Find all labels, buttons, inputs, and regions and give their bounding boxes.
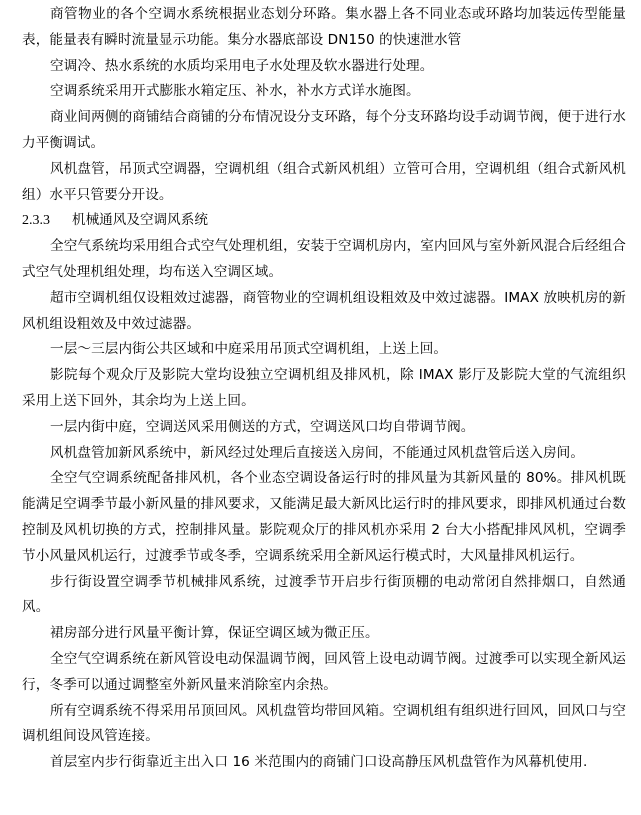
- paragraph-exhaust-fans: 全空气空调系统配备排风机，各个业态空调设备运行时的排风量为其新风量的 80%。排风机既能满足空调季节最小新风量的排风要求，又能满足最大新风比运行时的排风要求，即排风机通过台数控制及风机切换的方式，控制排风量。影院观众厅的排风机亦采用 2 台大小搭配排风风机，空调季节小风量风机运行，过渡季节或冬季，空调系统采用全新风运行模式时，大风量排风机运行。: [22, 470, 626, 564]
- paragraph-riser-pipes: 风机盘管，吊顶式空调器，空调机组（组合式新风机组）立管可合用，空调机组（组合式新风机组）水平只管要分开设。: [22, 160, 626, 203]
- paragraph-water-treatment: 空调冷、热水系统的水质均采用电子水处理及软水器进行处理。: [50, 57, 434, 74]
- paragraph-public-area: 一层～三层内街公共区域和中庭采用吊顶式空调机组，上送上回。: [50, 341, 448, 358]
- paragraph-pedestrian-street: 步行街设置空调季节机械排风系统，过渡季节开启步行街顶棚的电动常闭自然排烟口，自然通风。: [22, 573, 626, 616]
- paragraph-cinema: 影院每个观众厅及影院大堂均设独立空调机组及排风机，除 IMAX 影厅及影院大堂的气流组织采用上送下回外，其余均为上送上回。: [22, 367, 626, 409]
- paragraph-atrium: 一层内街中庭，空调送风采用侧送的方式，空调送风口均自带调节阀。: [50, 418, 475, 435]
- section-title: 机械通风及空调风系统: [72, 212, 208, 229]
- section-heading: [22, 208, 626, 234]
- paragraph-return-air: 所有空调系统不得采用吊顶回风。风机盘管均带回风箱。空调机组有组织进行回风，回风口与空调机组间设风管连接。: [22, 702, 626, 745]
- paragraph-expansion-tank: 空调系统采用开式膨胀水箱定压、补水，补水方式详水施图。: [50, 83, 420, 100]
- paragraph-podium-balance: 裙房部分进行风量平衡计算，保证空调区域为微正压。: [50, 625, 379, 642]
- paragraph-dampers: 全空气空调系统在新风管设电动保温调节阀，回风管上设电动调节阀。过渡季可以实现全新风运行，冬季可以通过调整室外新风量来消除室内余热。: [22, 650, 626, 693]
- paragraph-ahu: 全空气系统均采用组合式空气处理机组，安装于空调机房内，室内回风与室外新风混合后经组合式空气处理机组处理，均布送入空调区域。: [22, 238, 626, 280]
- paragraph-filters: 超市空调机组仅设粗效过滤器，商管物业的空调机组设粗效及中效过滤器。IMAX 放映机房的新风机组设粗效及中效过滤器。: [22, 289, 626, 332]
- paragraph-branch-loops: 商业间两侧的商铺结合商铺的分布情况设分支环路，每个分支环路均设手动调节阀，便于进行水力平衡调试。: [22, 109, 626, 151]
- document-body: [22, 2, 626, 776]
- paragraph-air-curtain: 首层室内步行街靠近主出入口 16 米范围内的商铺门口设高静压风机盘管作为风幕机使用.: [50, 754, 588, 771]
- section-number: 2.3.3: [22, 213, 50, 229]
- paragraph-fan-coil: 风机盘管加新风系统中，新风经过处理后直接送入房间，不能通过风机盘管后送入房间。: [50, 444, 585, 461]
- paragraph-water-loops: 商管物业的各个空调水系统根据业态划分环路。集水器上各不同业态或环路均加装远传型能量表，能量表有瞬时流量显示功能。集分水器底部设 DN150 的快速泄水管: [22, 6, 626, 48]
